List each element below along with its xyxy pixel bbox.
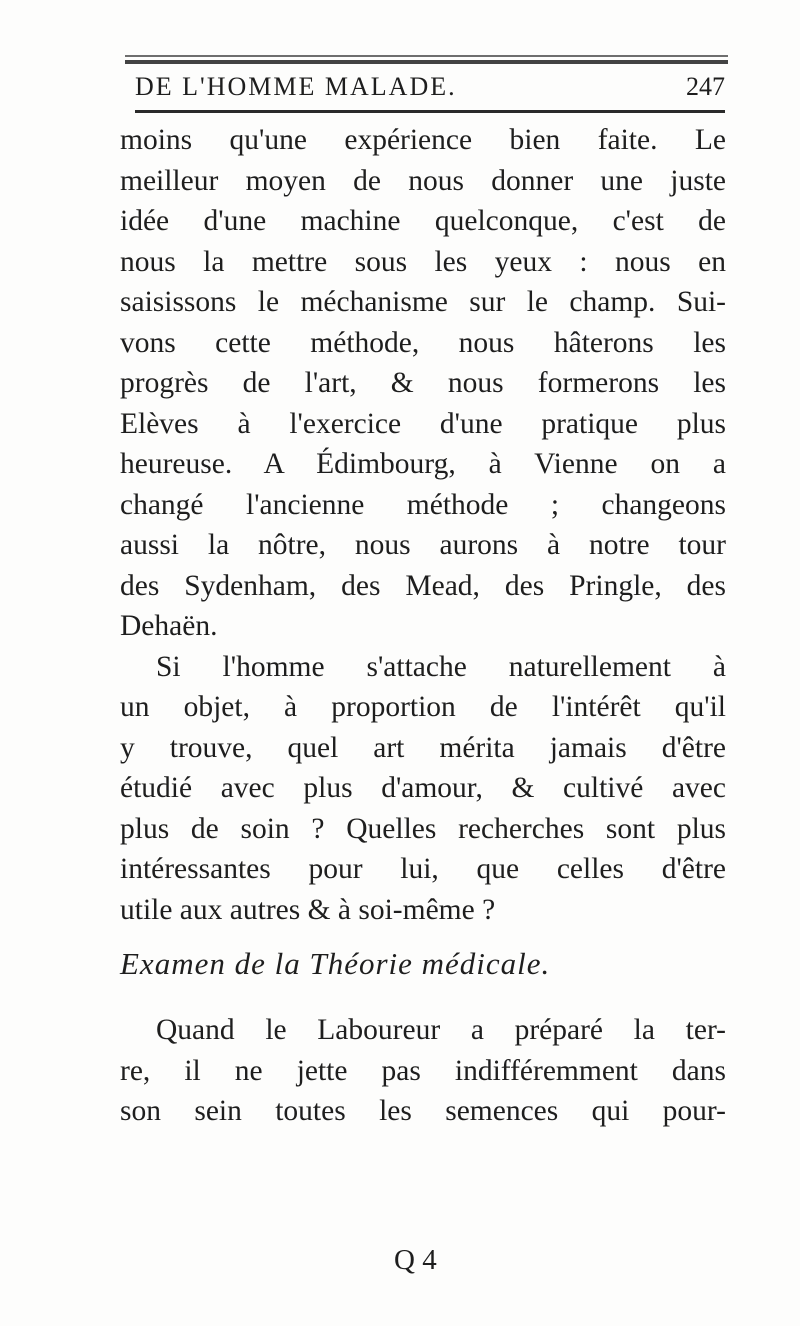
text-line: des Sydenham, des Mead, des Pringle, des [120,569,726,602]
text-line: utile aux autres & à soi-même ? [120,893,496,926]
section-heading: Examen de la Théorie médicale. [120,946,551,981]
text-line: saisissons le méchanisme sur le champ. Sui- [120,286,726,318]
text-line: moins qu'une expérience bien faite. Le [120,124,726,156]
text-line: idée d'une machine quelconque, c'est de [120,205,726,237]
text-line: re, il ne jette pas indifféremment dans [120,1054,726,1087]
text-line: plus de soin ? Quelles recherches sont plus [120,812,726,845]
running-title: DE L'HOMME MALADE. [135,72,457,101]
text-line: changé l'ancienne méthode ; changeons [120,488,726,521]
text-line: son sein toutes les semences qui pour- [120,1095,726,1127]
text-line: Quand le Laboureur a préparé la ter- [156,1014,726,1046]
paragraph-1 [120,120,726,647]
top-border-rule [125,55,728,67]
text-line: heureuse. A Édimbourg, à Vienne on a [120,448,726,480]
signature-mark: Q 4 [394,1244,437,1276]
text-line: nous la mettre sous les yeux : nous en [120,245,726,278]
text-line: meilleur moyen de nous donner une juste [120,164,726,197]
body-text [120,120,726,1132]
paragraph-2 [120,647,726,931]
text-line: progrès de l'art, & nous formerons les [120,367,726,399]
text-line: Si l'homme s'attache naturellement à [156,650,726,683]
text-line: vons cette méthode, nous hâterons les [120,326,726,359]
page-header [135,72,725,104]
text-line: y trouve, quel art mérita jamais d'être [120,731,726,764]
page-number: 247 [686,72,725,101]
text-line: aussi la nôtre, nous aurons à notre tour [120,529,726,561]
paragraph-3 [120,1010,726,1132]
text-line: étudié avec plus d'amour, & cultivé avec [120,772,726,804]
text-line: Elèves à l'exercice d'une pratique plus [120,407,726,440]
text-line: intéressantes pour lui, que celles d'être [120,853,726,885]
header-rule [135,110,725,113]
text-line: un objet, à proportion de l'intérêt qu'il [120,691,726,723]
text-line: Dehaën. [120,610,218,642]
